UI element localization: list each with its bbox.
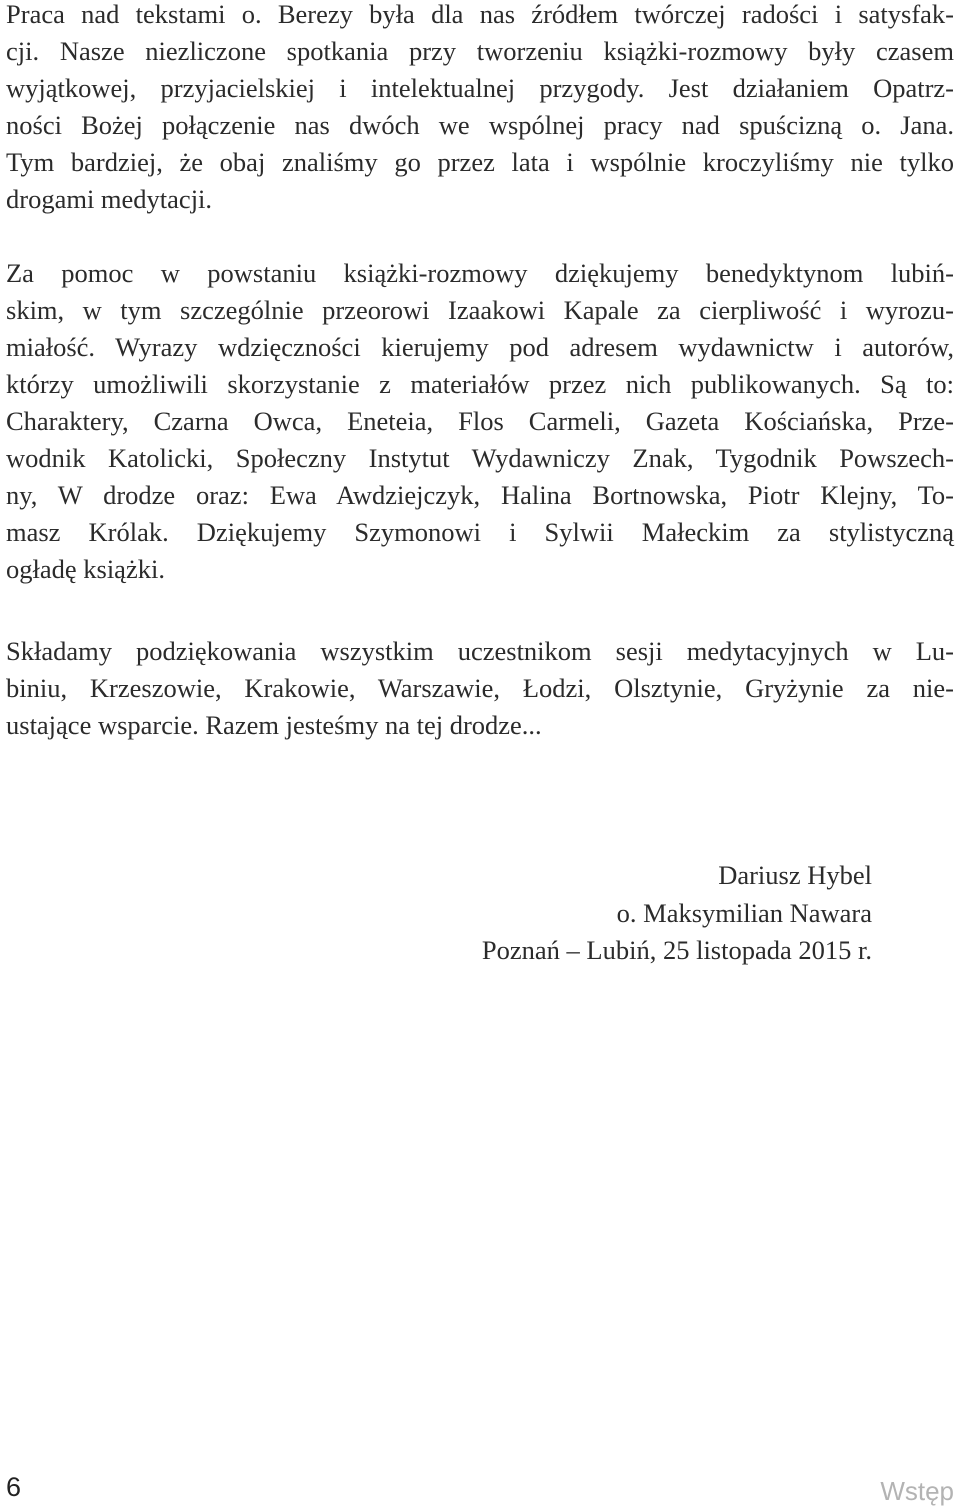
text-line: ny, W drodze oraz: Ewa Awdziejczyk, Halina Bortnowska, Piotr Klejny, To- xyxy=(6,480,954,510)
paragraph-participants xyxy=(6,633,954,744)
signature-author-2: o. Maksymilian Nawara xyxy=(616,897,872,928)
text-line: cji. Nasze niezliczone spotkania przy tworzeniu książki-rozmowy były czasem xyxy=(6,36,954,66)
text-line: wyjątkowej, przyjacielskiej i intelektualnej przygody. Jest działaniem Opatrz- xyxy=(6,73,954,103)
document-page xyxy=(6,0,954,1511)
text-line: ności Bożej połączenie nas dwóch we wspólnej pracy nad spuścizną o. Jana. xyxy=(6,110,954,140)
text-line: Charaktery, Czarna Owca, Eneteia, Flos Carmeli, Gazeta Kościańska, Prze- xyxy=(6,406,954,436)
text-line: ogładę książki. xyxy=(6,554,165,584)
text-line: Składamy podziękowania wszystkim uczestnikom sesji medytacyjnych w Lu- xyxy=(6,636,954,666)
text-line: masz Królak. Dziękujemy Szymonowi i Sylwii Małeckim za stylistyczną xyxy=(6,517,954,547)
text-line: Praca nad tekstami o. Berezy była dla nas źródłem twórczej radości i satysfak- xyxy=(6,0,954,29)
signature-place-date: Poznań – Lubiń, 25 listopada 2015 r. xyxy=(481,935,872,965)
text-line: Za pomoc w powstaniu książki-rozmowy dziękujemy benedyktynom lubiń- xyxy=(6,258,954,288)
text-line: biniu, Krzeszowie, Krakowie, Warszawie, Łodzi, Olsztynie, Gryżynie za nie- xyxy=(6,673,954,703)
running-footer-section: Wstęp xyxy=(880,1476,954,1506)
text-line: wodnik Katolicki, Społeczny Instytut Wydawniczy Znak, Tygodnik Powszech- xyxy=(6,443,954,473)
text-line: miałość. Wyrazy wdzięczności kierujemy pod adresem wydawnictw i autorów, xyxy=(6,332,954,362)
paragraph-acknowledgements xyxy=(6,255,954,588)
text-line: ustające wsparcie. Razem jesteśmy na tej drodze... xyxy=(6,710,542,740)
text-line: skim, w tym szczególnie przeorowi Izaakowi Kapale za cierpliwość i wyrozu- xyxy=(6,295,954,325)
paragraph-gratitude-work xyxy=(6,0,954,218)
page-number: 6 xyxy=(6,1472,22,1502)
signature-author-1: Dariusz Hybel xyxy=(718,860,872,890)
text-line: którzy umożliwili skorzystanie z materiałów przez nich publikowanych. Są to: xyxy=(6,369,954,399)
signature-block xyxy=(482,857,872,970)
text-line: Tym bardziej, że obaj znaliśmy go przez lata i wspólnie kroczyliśmy nie tylko xyxy=(6,147,954,177)
text-line: drogami medytacji. xyxy=(6,184,213,214)
